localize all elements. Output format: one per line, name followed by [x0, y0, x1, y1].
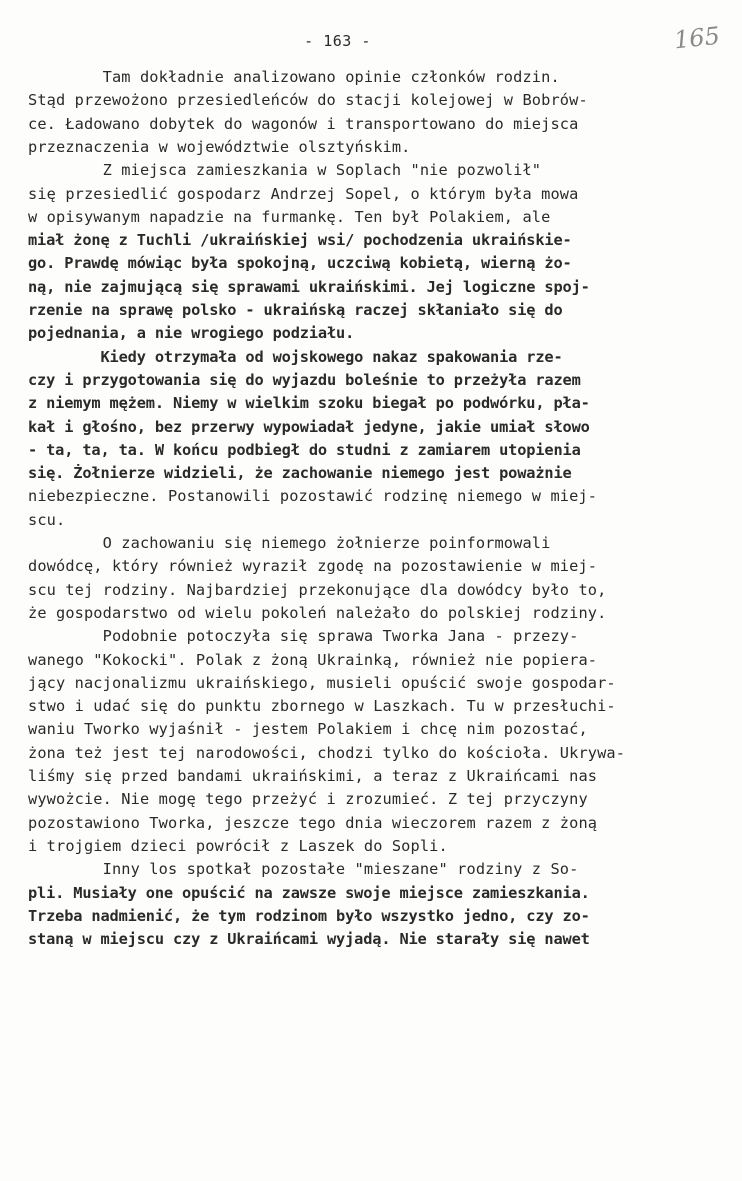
text-line: Kiedy otrzymała od wojskowego nakaz spakowania rze-	[28, 347, 563, 366]
text-line: się. Żołnierze widzieli, że zachowanie niemego jest poważnie	[28, 464, 572, 483]
text-line: i trojgiem dzieci powrócił z Laszek do Sopli.	[28, 836, 448, 855]
text-line: Trzeba nadmienić, że tym rodzinom było wszystko jedno, czy zo-	[28, 906, 590, 925]
text-line: - ta, ta, ta. W końcu podbiegł do studni z zamiarem utopienia	[28, 440, 581, 459]
text-line: że gospodarstwo od wielu pokoleń należało do polskiej rodziny.	[28, 603, 607, 622]
text-line: jący nacjonalizmu ukraińskiego, musieli opuścić swoje gospodar-	[28, 673, 616, 692]
text-line: wanego "Kokocki". Polak z żoną Ukrainką, również nie popiera-	[28, 650, 598, 669]
text-line: pozostawiono Tworka, jeszcze tego dnia wieczorem razem z żoną	[28, 813, 598, 832]
text-line: O zachowaniu się niemego żołnierze poinformowali	[28, 534, 551, 552]
text-line: Podobnie potoczyła się sprawa Tworka Jana - przezy-	[28, 627, 579, 646]
text-line: stwo i udać się do punktu zbornego w Laszkach. Tu w przesłuchi-	[28, 697, 616, 716]
text-line: w opisywanym napadzie na furmankę. Ten był Polakiem, ale	[28, 207, 551, 226]
page-number: - 163 -	[304, 32, 371, 50]
text-line: dowódcę, który również wyraził zgodę na pozostawienie w miej-	[28, 557, 598, 576]
text-line: rzenie na sprawę polsko - ukraińską raczej skłaniało się do	[28, 301, 563, 319]
text-line: miał żonę z Tuchli /ukraińskiej wsi/ pochodzenia ukraińskie-	[28, 231, 572, 250]
text-line: liśmy się przed bandami ukraińskimi, a teraz z Ukraińcami nas	[28, 767, 598, 785]
text-line: przeznaczenia w województwie olsztyńskim.	[28, 137, 411, 156]
text-line: pojednania, a nie wrogiego podziału.	[28, 324, 355, 343]
page-header	[0, 21, 742, 55]
text-line: staną w miejscu czy z Ukraińcami wyjadą. Nie starały się nawet	[28, 930, 590, 949]
text-line: Inny los spotkał pozostałe "mieszane" rodziny z So-	[28, 860, 579, 879]
text-line: ce. Ładowano dobytek do wagonów i transportowano do miejsca	[28, 114, 579, 133]
text-line: czy i przygotowania się do wyjazdu boleśnie to przeżyła razem	[28, 370, 581, 389]
text-line: Stąd przewożono przesiedleńców do stacji kolejowej w Bobrów-	[28, 91, 588, 110]
text-line: niebezpieczne. Postanowili pozostawić rodzinę niemego w miej-	[28, 487, 598, 506]
text-line: pli. Musiały one opuścić na zawsze swoje miejsce zamieszkania.	[28, 883, 590, 902]
text-line: scu tej rodziny. Najbardziej przekonujące dla dowódcy było to,	[28, 580, 607, 599]
text-line: Z miejsca zamieszkania w Soplach "nie pozwolił"	[28, 161, 542, 180]
text-line: z niemym mężem. Niemy w wielkim szoku biegał po podwórku, pła-	[28, 394, 590, 413]
archive-page-number: 165	[672, 21, 722, 55]
text-line: żona też jest tej narodowości, chodzi tylko do kościoła. Ukrywa-	[28, 743, 626, 762]
text-line: kał i głośno, bez przerwy wypowiadał jedyne, jakie umiał słowo	[28, 417, 590, 436]
text-line: waniu Tworko wyjaśnił - jestem Polakiem i chcę nim pozostać,	[28, 720, 588, 739]
text-line: się przesiedlić gospodarz Andrzej Sopel, o którym była mowa	[28, 184, 579, 203]
text-line: Tam dokładnie analizowano opinie członków rodzin.	[28, 68, 560, 86]
text-line: ną, nie zajmującą się sprawami ukraińskimi. Jej logiczne spoj-	[28, 277, 590, 296]
text-line: scu.	[28, 510, 66, 529]
text-line: wywożcie. Nie mogę tego przeżyć i zrozumieć. Z tej przyczyny	[28, 790, 588, 809]
text-line: go. Prawdę mówiąc była spokojną, uczciwą kobietą, wierną żo-	[28, 254, 572, 273]
